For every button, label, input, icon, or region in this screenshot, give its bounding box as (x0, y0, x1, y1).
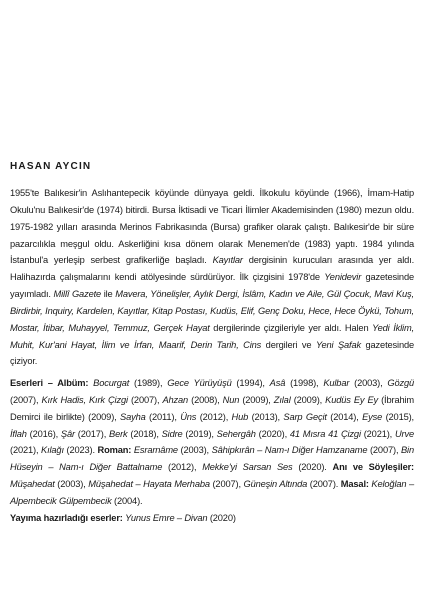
title-text: Gece Yürüyüşü (167, 378, 232, 388)
title-text: Yeni Şafak (315, 339, 361, 350)
body-text: (2018), (127, 428, 162, 439)
title-text: Mekke'yi Sarsan Ses (202, 462, 293, 473)
body-text: (2007), (367, 445, 401, 456)
body-text: (2007). (307, 479, 341, 490)
section-heading: Anı ve Söyleşiler: (332, 462, 415, 473)
title-text: Sidre (161, 428, 183, 439)
section-heading: Eserleri – Albüm: (10, 378, 94, 388)
body-text: (2009), (239, 394, 274, 405)
body-text: (2007), (127, 394, 163, 405)
body-text: (2004). (111, 495, 143, 506)
title-text: Eyse (362, 411, 383, 422)
title-text: Kılağı (41, 445, 64, 456)
title-text: Yunus Emre – Divan (125, 512, 208, 523)
biography-paragraph (10, 185, 414, 370)
title-text: Bocurgat (93, 378, 130, 388)
title-text: Ahzan (162, 394, 189, 405)
title-text: Müşahedat (10, 479, 55, 490)
body-text: (1998), (285, 378, 324, 388)
title-text: Sâhipkırân – Nam-ı Diğer Hamzaname (211, 445, 368, 456)
title-text: Berk (109, 428, 128, 439)
body-text: (2020). (292, 462, 333, 473)
body-text: (2017), (74, 428, 110, 439)
body-text: dergilerinde çizgileriyle yer aldı. Halen (209, 322, 373, 333)
title-text: Sarp Geçit (283, 411, 327, 422)
body-text: (2020) (207, 512, 236, 523)
title-text: Şâr (60, 428, 75, 439)
body-text: (2016), (26, 428, 61, 439)
body-text: (2003), (349, 378, 388, 388)
body-text: (2012), (162, 462, 203, 473)
body-text: (2007), (10, 394, 42, 405)
body-text: (2020), (255, 428, 290, 439)
title-text: Mavera, Yönelişler, Aylık Dergi, İslâm, Kadın ve Aile, Gül Çocuk, Mavi Kuş, Birdirbir, Inquiry, Kardelen, Kayıtlar, Kitap Postası, Kudüs, Elif, Genç Doku, Hece, Hece Öykü, Tohum, Mostar, İtibar, Muhayyel, Temmuz, Gerçek Hayat (10, 289, 414, 333)
title-text: Zılal (273, 394, 291, 405)
title-text: Sayha (120, 411, 146, 422)
title-text: Güneşin Altında (243, 479, 308, 490)
body-text: (2013), (248, 411, 284, 422)
title-text: Bin Hüseyin – Nam-ı Diğer Battalname (10, 445, 414, 473)
body-text: gazetesinde çiziyor. (10, 339, 415, 367)
body-text: (1989), (129, 378, 168, 388)
body-text: (2003), (177, 445, 212, 456)
section-heading: Masal: (340, 479, 372, 490)
body-text: (2009), (290, 394, 326, 405)
author-name: HASAN AYCIN (10, 161, 92, 172)
body-text: (1994), (231, 378, 270, 388)
title-text: Asâ (269, 378, 286, 388)
works-list (10, 375, 414, 527)
edited-works-paragraph (10, 510, 414, 527)
title-text: İflah (10, 428, 27, 439)
body-text: (2014), (326, 411, 363, 422)
title-text: Müşahedat – Hayata Merhaba (88, 479, 210, 490)
body-text: 1955'te Balıkesir'in Aslıhantepecik köyünde dünyaya geldi. İlkokulu köyünde (1966), İmam-Hatip Okulu'nu Balıkesir'de (1974) bitirdi. Bursa İktisadi ve Ticari İlimler Akademisinden (1980) mezun oldu. 1975-1982 yılları arasında Merinos Fabrikasında (Bursa) grafiker olarak çalıştı. Balıkesir'de bir süre pazarcılıkla meşgul oldu. Askerliğini kısa dönem olarak Menemen'de (1983) yaptı. 1984 yılında İstanbul'a yerleşip serbest grafikerliğe başladı. (10, 188, 414, 266)
title-text: 41 Mısra 41 Çizgi (289, 428, 361, 439)
body-text: (2011), (145, 411, 181, 422)
title-text: Hub (231, 411, 249, 422)
section-heading: Roman: (97, 445, 134, 456)
title-text: Yenidevir (324, 272, 362, 283)
title-text: Sehergâh (216, 428, 256, 439)
body-text: (2021), (360, 428, 395, 439)
title-text: Urve (394, 428, 414, 439)
body-text: (2015), (382, 411, 414, 422)
title-text: Keloğlan – Alpembecik Gülpembecik (10, 479, 415, 506)
body-text: dergisinin kurucuları arasında yer aldı. Halihazırda çalışmalarını kendi atölyesinde sürdürüyor. İlk çizgisini 1978'de (10, 255, 415, 283)
body-text: (2012), (196, 411, 232, 422)
title-text: Yedi İklim, Muhit, Kur'ani Hayat, İlim ve İrfan, Maarif, Derin Tarih, Cins (10, 322, 414, 350)
body-text: (2008), (188, 394, 223, 405)
title-text: Kulbar (323, 378, 350, 388)
title-text: Gözgü (387, 378, 415, 388)
title-text: Üns (180, 411, 197, 422)
title-text: Kudüs Ey Ey (325, 394, 379, 405)
title-text: Kayıtlar (212, 255, 243, 266)
body-text: gazetesinde yayımladı. (10, 272, 414, 300)
author-biography (10, 185, 414, 370)
title-text: Kırk Hadis, Kırk Çizgi (41, 394, 128, 405)
section-heading: Yayıma hazırladığı eserler: (10, 512, 126, 523)
title-text: Nun (222, 394, 240, 405)
body-text: (2023). (63, 445, 98, 456)
body-text: (2003), (54, 479, 89, 490)
body-text: (İbrahim Demirci ile birlikte) (2009), (10, 394, 414, 422)
title-text: Esrarnâme (133, 445, 178, 456)
title-text: Millî Gazete (53, 289, 102, 300)
body-text: ile (101, 289, 116, 300)
works-paragraph (10, 375, 414, 510)
body-text: (2007), (209, 479, 244, 490)
body-text: (2021), (10, 445, 42, 456)
body-text: dergileri ve (261, 339, 316, 350)
body-text: (2019), (182, 428, 217, 439)
